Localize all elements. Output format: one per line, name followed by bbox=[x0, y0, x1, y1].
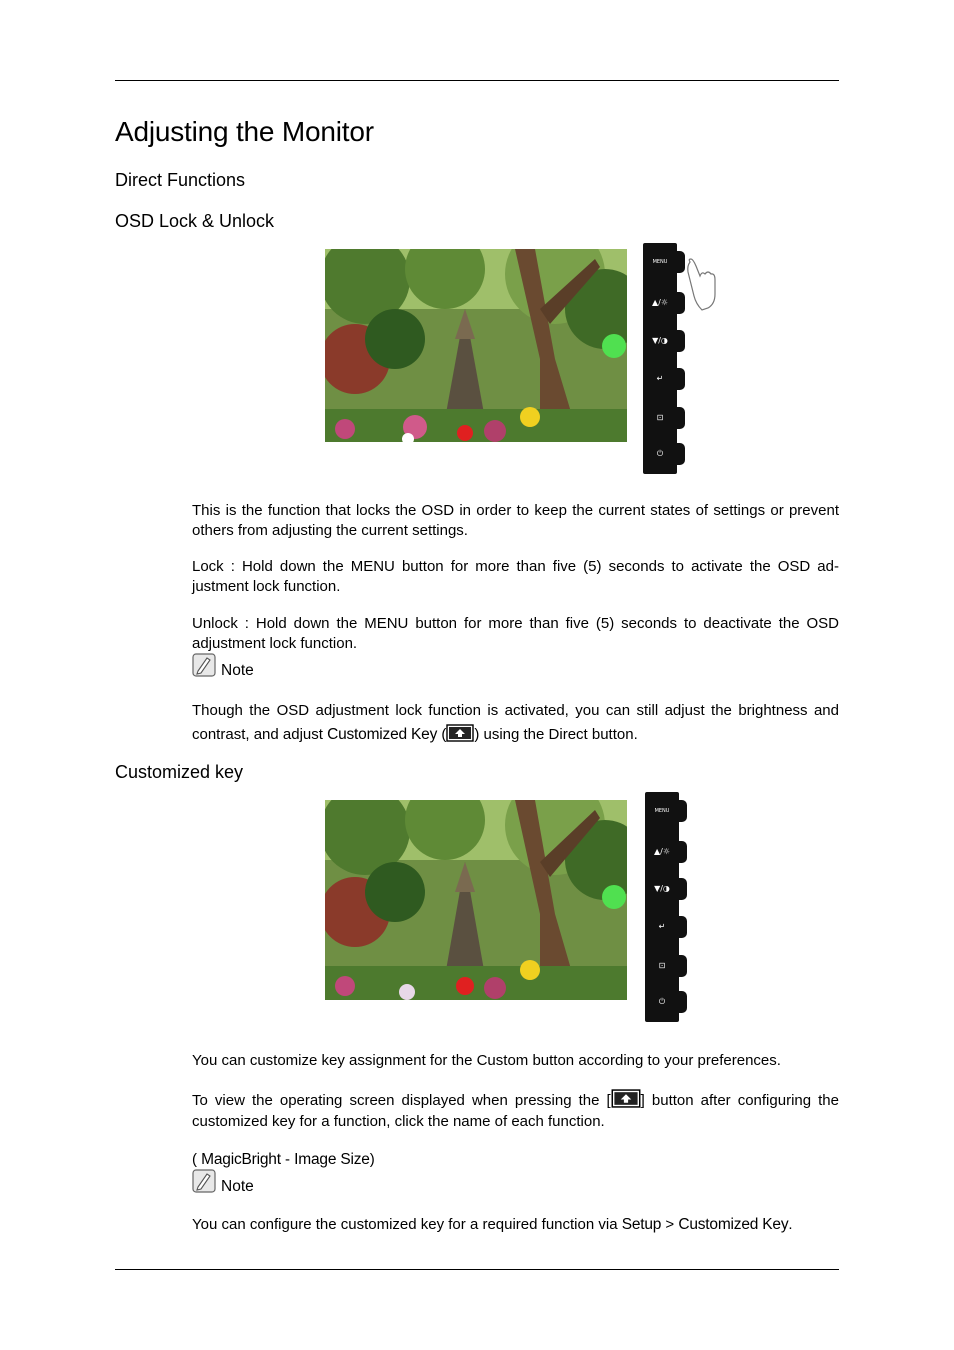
magicbright-link[interactable]: MagicBright bbox=[201, 1151, 281, 1168]
note-text: You can configure the customized key for a required function via bbox=[192, 1216, 622, 1233]
up-brightness-icon: ▲/☼ bbox=[651, 298, 669, 307]
power-button[interactable] bbox=[643, 441, 677, 467]
menu-button[interactable] bbox=[645, 798, 679, 824]
up-brightness-icon: ▲/☼ bbox=[653, 847, 671, 856]
menu-button[interactable] bbox=[643, 249, 677, 275]
osd-lock-description: This is the function that locks the OSD in order to keep the current states of settings or prevent others from adjusting the current settings. bbox=[192, 502, 839, 539]
osd-lock-note bbox=[192, 699, 839, 747]
garden-photo bbox=[325, 800, 627, 1000]
custom-key-icon bbox=[446, 724, 474, 742]
note-label: Note bbox=[221, 1178, 254, 1195]
subsection-heading-customized-key: Customized key bbox=[115, 762, 244, 782]
note-icon bbox=[192, 653, 216, 677]
power-icon: ⏻ bbox=[656, 449, 664, 458]
note-text: ( bbox=[437, 726, 447, 743]
note-text: ) using the Direct button. bbox=[474, 726, 638, 743]
setup-menu-term: Setup bbox=[621, 1216, 662, 1233]
down-contrast-button[interactable] bbox=[645, 876, 679, 902]
monitor-button-panel bbox=[645, 792, 679, 1022]
period: . bbox=[788, 1216, 793, 1233]
customized-key-note bbox=[192, 1215, 839, 1235]
enter-button[interactable] bbox=[643, 366, 677, 392]
note-label: Note bbox=[221, 662, 254, 679]
enter-button[interactable] bbox=[645, 914, 679, 940]
subsection-heading-osd-lock: OSD Lock & Unlock bbox=[115, 211, 275, 231]
customized-key-instructions bbox=[192, 1089, 839, 1132]
custom-key-button[interactable] bbox=[643, 405, 677, 431]
page-title: Adjusting the Monitor bbox=[115, 116, 374, 147]
function-links bbox=[192, 1150, 839, 1170]
up-brightness-button[interactable] bbox=[645, 839, 679, 865]
note-icon bbox=[192, 1169, 216, 1193]
custom-key-icon bbox=[611, 1089, 641, 1108]
custom-key-icon: ⊡ bbox=[658, 961, 666, 970]
menu-icon: MENU bbox=[654, 808, 670, 814]
osd-unlock-instructions: Unlock : Hold down the MENU button for more than five (5) seconds to deactivate the OSD adjustment lock function. bbox=[192, 615, 839, 652]
footer-rule bbox=[115, 1269, 839, 1270]
header-rule bbox=[115, 80, 839, 81]
menu-icon: MENU bbox=[652, 259, 668, 265]
separator: > bbox=[661, 1216, 679, 1233]
instruction-text: To view the operating screen displayed when pressing the [ bbox=[192, 1092, 611, 1109]
section-heading-direct-functions: Direct Functions bbox=[115, 170, 246, 190]
up-brightness-button[interactable] bbox=[643, 290, 677, 316]
down-contrast-icon: ▼/◑ bbox=[654, 884, 670, 893]
garden-photo bbox=[325, 249, 627, 442]
image-size-link[interactable]: Image Size bbox=[294, 1151, 370, 1168]
down-contrast-icon: ▼/◑ bbox=[652, 336, 668, 345]
pointing-hand-icon bbox=[684, 258, 718, 312]
power-button[interactable] bbox=[645, 989, 679, 1015]
osd-lock-instructions: Lock : Hold down the MENU button for more than five (5) seconds to activate the OSD ad-justment lock function. bbox=[192, 558, 839, 595]
separator: - bbox=[280, 1151, 295, 1168]
enter-icon: ↵ bbox=[658, 922, 666, 931]
custom-key-icon: ⊡ bbox=[656, 413, 664, 422]
note-text: Though the OSD adjustment lock function is activated, you can still adjust the brightness and contrast, and adjust bbox=[192, 702, 839, 743]
monitor-button-panel bbox=[643, 243, 677, 474]
customized-key-menu-term: Customized Key bbox=[678, 1216, 789, 1233]
enter-icon: ↵ bbox=[656, 374, 664, 383]
instruction-text: ] button after configuring the customized key for a function, click the name of each function. bbox=[192, 1092, 839, 1130]
power-icon: ⏻ bbox=[658, 997, 666, 1006]
customized-key-term: Customized Key bbox=[327, 726, 438, 743]
paren: ) bbox=[369, 1151, 375, 1168]
custom-key-button[interactable] bbox=[645, 953, 679, 979]
paren: ( bbox=[192, 1151, 202, 1168]
customized-key-description: You can customize key assignment for the Custom button according to your preferences. bbox=[192, 1052, 781, 1069]
down-contrast-button[interactable] bbox=[643, 328, 677, 354]
